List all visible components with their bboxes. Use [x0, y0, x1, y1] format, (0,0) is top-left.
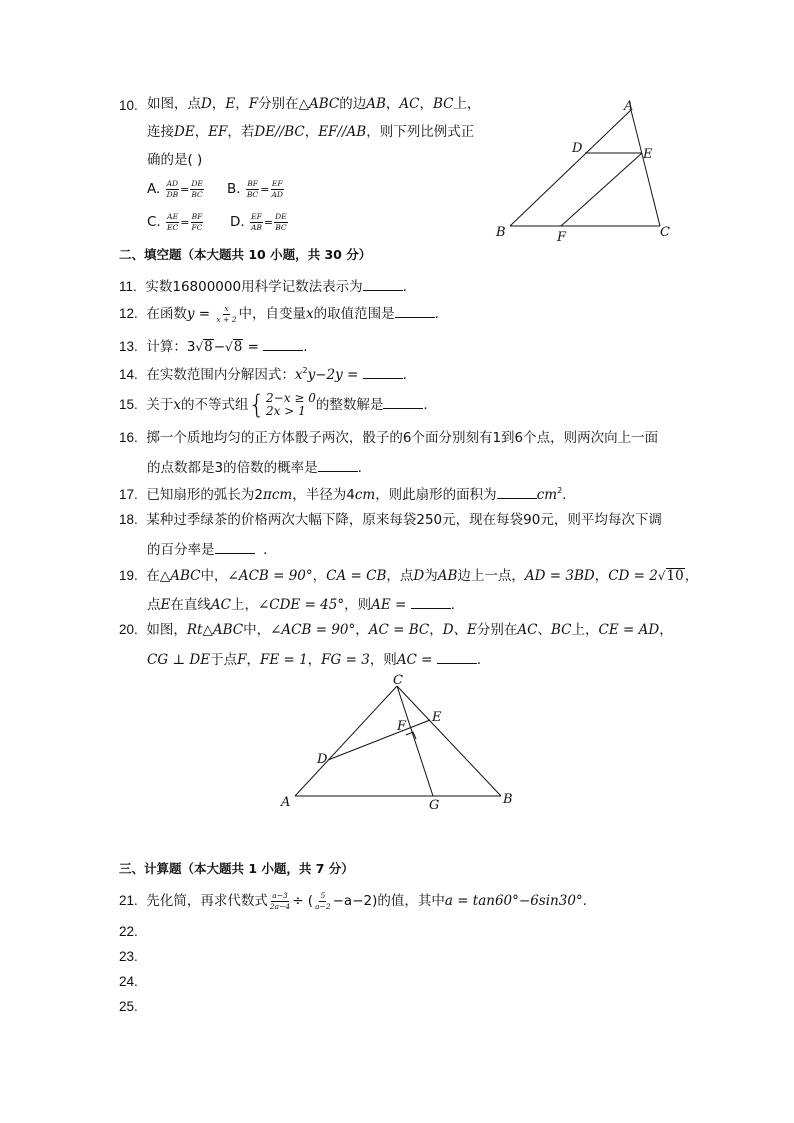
section-calculation-title: 三、计算题（本大题共 1 小题，共 7 分） [119, 861, 354, 876]
side-ac [631, 110, 660, 226]
q10-option-c: C. $\frac{AE}{EC}$ = $\frac{BF}{FC}$ [147, 212, 203, 232]
answer-blank [363, 278, 403, 291]
q14: 14. 在实数范围内分解因式：$x^2y-2y$ = . [119, 366, 407, 383]
label-e: E [432, 710, 442, 725]
label-b: B [496, 225, 506, 240]
label-d: D [572, 141, 583, 156]
label-a: A [624, 99, 634, 114]
q24-number: 24. [119, 974, 138, 989]
answer-blank [318, 459, 358, 472]
label-f: F [397, 719, 407, 734]
answer-blank [383, 396, 423, 409]
q23-number: 23. [119, 949, 138, 964]
q22-number: 22. [119, 924, 138, 939]
section-fill-in-blank-title: 二、填空题（本大题共 10 小题，共 30 分） [119, 247, 372, 262]
side-ac [295, 686, 397, 796]
q20-line2: CG ⊥ DE于点F，FE = 1，FG = 3，则AC = . [147, 652, 482, 668]
answer-blank [215, 541, 255, 554]
q15: 15. 关于x的不等式组 { 2−x ≥ 0 2x > 1 的整数解是 . [119, 390, 428, 420]
answer-blank [363, 366, 403, 379]
answer-blank [437, 651, 477, 664]
q20-triangle-figure [275, 672, 525, 817]
q13: 13. 计算：3√8−√8 = . [119, 339, 308, 355]
q10-line2: 连接DE，EF，若DE//BC，EF//AB，则下列比例式正 [147, 124, 475, 140]
q12: 12. 在函数y = $\frac{x}{x + 2}$ 中，自变量x的取值范围是 . [119, 304, 439, 324]
segment-ef [561, 153, 642, 226]
side-bc [397, 686, 501, 796]
label-a: A [281, 795, 291, 810]
label-g: G [429, 798, 440, 813]
label-b: B [503, 792, 513, 807]
q10-option-b: B. $\frac{BF}{BC}$ = $\frac{EF}{AD}$ [227, 179, 283, 199]
q18-line2: 的百分率是 . [147, 542, 268, 558]
q16-line1: 16. 掷一个质地均匀的正方体骰子两次，骰子的6个面分别刻有1到6个点，则两次向上一面 [119, 430, 659, 446]
q10-line1: 如图，点D，E，F分别在△ABC的边AB，AC，BC上， [147, 96, 481, 112]
label-d: D [317, 752, 328, 767]
answer-blank [263, 338, 303, 351]
q10-number: 10. [119, 98, 138, 113]
q11: 11. 实数16800000用科学记数法表示为 . [119, 279, 407, 295]
q10-option-d: D. $\frac{EF}{AB}$ = $\frac{DE}{BC}$ [230, 212, 287, 232]
answer-blank [411, 596, 451, 609]
q21: 21. 先化简，再求代数式 $\frac{a-3}{2a-4}$ ÷ ( $\frac{5}{a-2}$ −a−2)的值，其中a = tan60°−6sin30°. [119, 891, 587, 911]
label-c: C [660, 225, 670, 240]
answer-blank [395, 305, 435, 318]
label-c: C [393, 673, 403, 688]
q25-number: 25. [119, 999, 138, 1014]
answer-blank [497, 486, 537, 499]
q17: 17. 已知扇形的弧长为2πcm，半径为4cm，则此扇形的面积为 $cm^2$. [119, 486, 567, 503]
q18-line1: 18. 某种过季绿茶的价格两次大幅下降，原来每袋250元，现在每袋90元，则平均每次下调 [119, 512, 662, 528]
side-ab [510, 110, 631, 226]
q10-triangle-figure [490, 95, 680, 245]
q10-line3: 确的是( ) [147, 152, 203, 168]
label-e: E [643, 147, 653, 162]
q19-line1: 19. 在△ABC中，∠ACB = 90°，CA = CB，点D为AB边上一点，AD = 3BD，CD = 2√10， [119, 568, 699, 584]
segment-cg [397, 686, 433, 796]
q10-option-a: A. $\frac{AD}{DB}$ = $\frac{DE}{BC}$ [147, 179, 203, 199]
q16-line2: 的点数都是3的倍数的概率是 . [147, 460, 362, 476]
label-f: F [557, 230, 567, 245]
q20-line1: 20. 如图，Rt△ABC中，∠ACB = 90°，AC = BC，D、E分别在AC、BC上，CE = AD， [119, 622, 673, 638]
q19-line2: 点E在直线AC上，∠CDE = 45°，则AE = . [147, 597, 455, 613]
